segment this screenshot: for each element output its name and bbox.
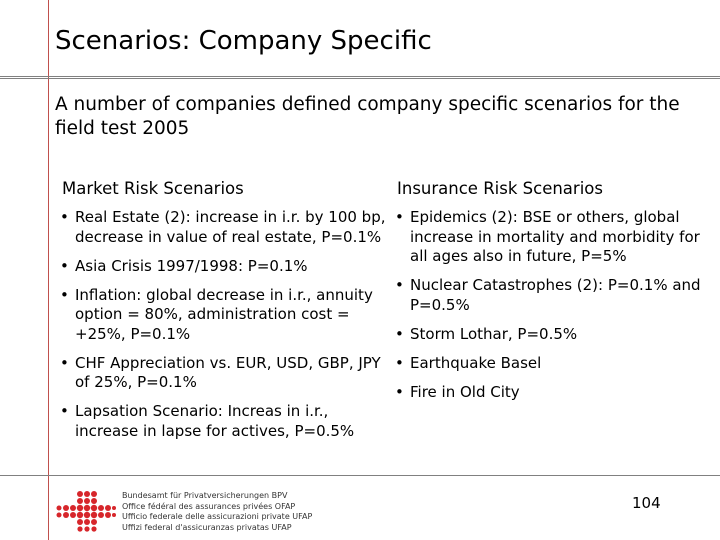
- list-item-text: Fire in Old City: [410, 382, 520, 401]
- list-item: [393, 325, 711, 345]
- title-rule-bottom: [0, 78, 720, 79]
- intro-text: A number of companies defined company specific scenarios for the field test 2005: [55, 94, 680, 139]
- bullet-icon: •: [395, 353, 404, 372]
- list-item-text: Epidemics (2): BSE or others, global increase in mortality and morbidity for all ages also in future, P=5%: [410, 208, 700, 265]
- org-line-de: Bundesamt für Privatversicherungen BPV: [122, 491, 288, 500]
- list-item-text: Inflation: global decrease in i.r., annuity option = 80%, administration cost = +25%, P=0.1%: [75, 285, 373, 343]
- list-item-text: CHF Appreciation vs. EUR, USD, GBP, JPY of 25%, P=0.1%: [75, 353, 381, 391]
- vertical-accent-line: [48, 0, 49, 540]
- bullet-icon: •: [395, 208, 404, 226]
- slide-title: Scenarios: Company Specific: [55, 26, 432, 56]
- list-item-text: Lapsation Scenario: Increas in i.r., increase in lapse for actives, P=0.5%: [75, 402, 355, 440]
- list-item: [58, 402, 393, 441]
- bullet-icon: •: [60, 256, 69, 275]
- bullet-icon: •: [60, 402, 69, 420]
- bullet-icon: •: [60, 208, 69, 226]
- list-item: [58, 208, 393, 247]
- market-risk-list: [58, 208, 393, 451]
- list-item-text: Storm Lothar, P=0.5%: [410, 324, 578, 343]
- list-item: [58, 286, 393, 345]
- list-item-text: Asia Crisis 1997/1998: P=0.1%: [75, 256, 308, 275]
- org-line-rm: Uffizi federal d'assicuranzas privatas UFAP: [122, 522, 292, 532]
- list-item: [58, 354, 393, 393]
- bullet-icon: •: [395, 324, 404, 343]
- list-item: [393, 354, 711, 374]
- list-item-text: Earthquake Basel: [410, 353, 542, 372]
- org-line-it: Ufficio federale delle assicurazioni private UFAP: [122, 512, 313, 521]
- list-item-text: Real Estate (2): increase in i.r. by 100 bp, decrease in value of real estate, P=0.1%: [75, 208, 386, 246]
- page-number: 104: [632, 494, 661, 512]
- insurance-risk-list: [393, 208, 711, 412]
- list-item: [393, 383, 711, 403]
- bullet-icon: •: [395, 276, 404, 294]
- org-line-fr: Office fédéral des assurances privées OFAP: [122, 501, 296, 511]
- list-item-text: Nuclear Catastrophes (2): P=0.1% and P=0.5%: [410, 276, 701, 314]
- organization-name: [122, 491, 312, 533]
- market-risk-heading: Market Risk Scenarios: [62, 179, 244, 198]
- bullet-icon: •: [395, 382, 404, 401]
- bullet-icon: •: [60, 353, 69, 372]
- bullet-icon: •: [60, 285, 69, 304]
- list-item: [393, 276, 711, 315]
- list-item: [58, 257, 393, 277]
- list-item: [393, 208, 711, 267]
- title-rule-top: [0, 76, 720, 77]
- footer-rule: [0, 475, 720, 476]
- swiss-cross-dots-logo-icon: [56, 490, 116, 532]
- insurance-risk-heading: Insurance Risk Scenarios: [397, 179, 603, 198]
